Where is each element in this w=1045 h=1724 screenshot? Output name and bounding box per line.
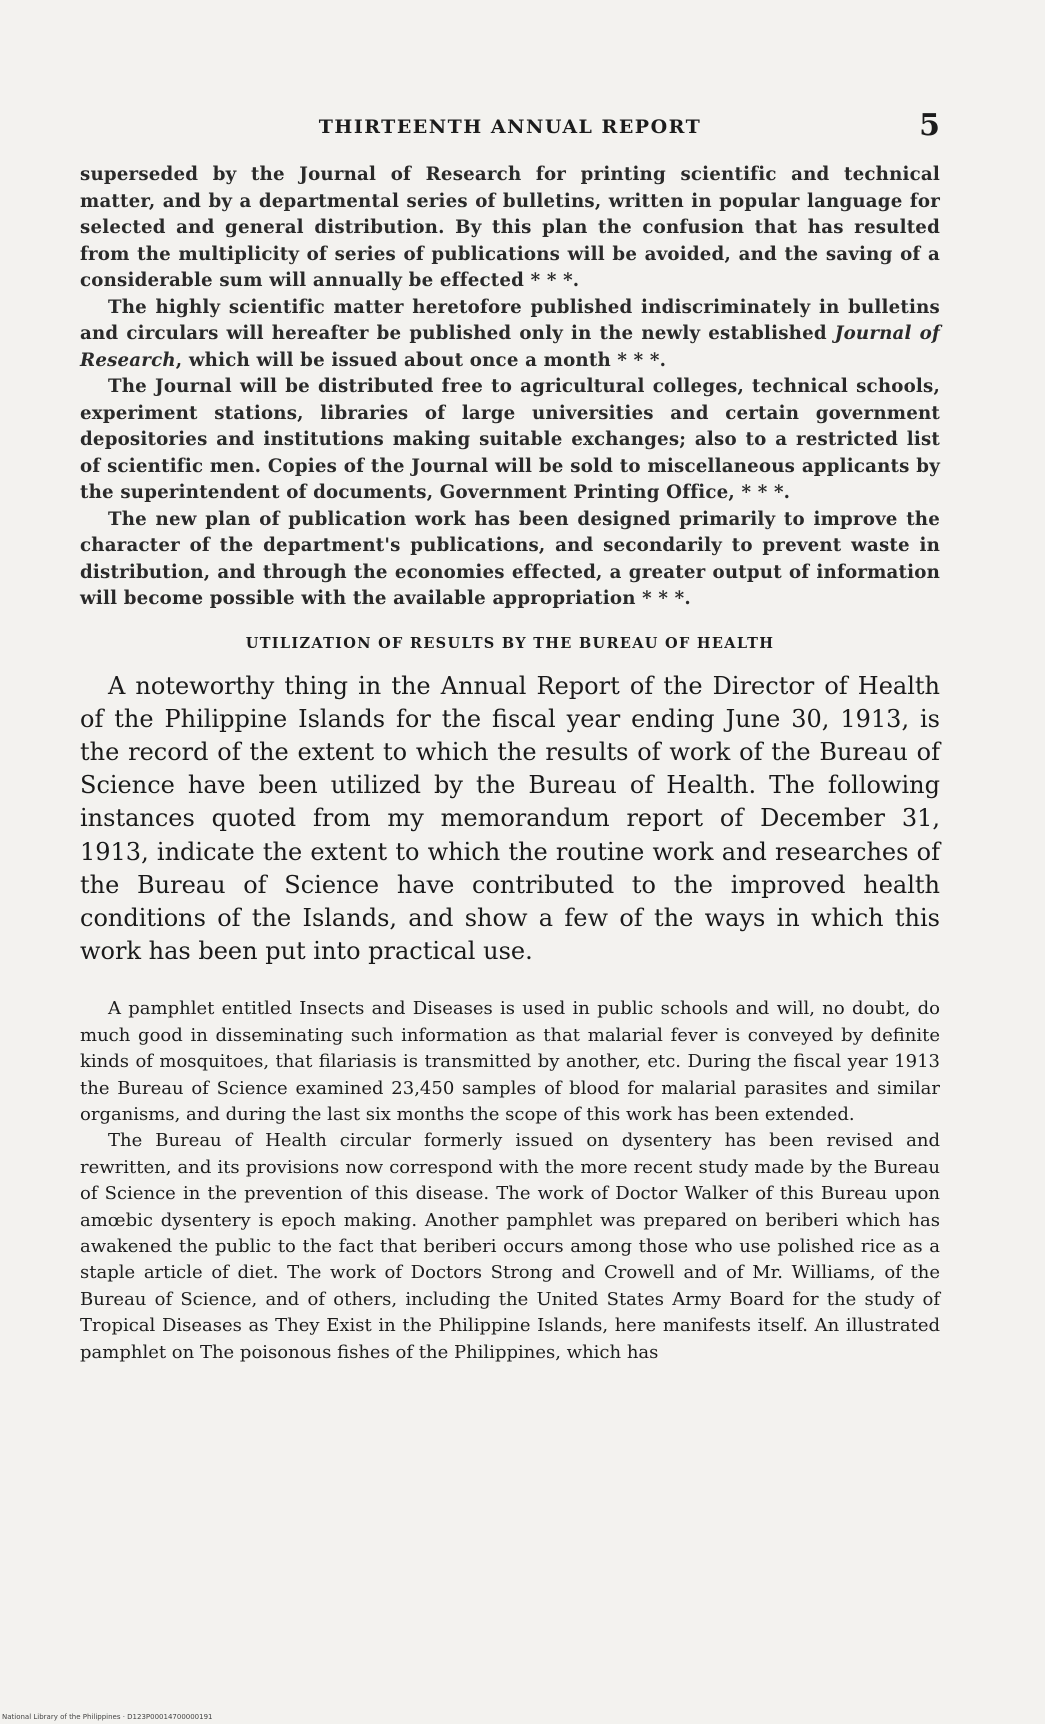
paragraph-new-plan: The new plan of publication work has been designed primarily to improve the character of the department's publications, and secondarily to prevent waste in distribution, and through the economies effected, a greater output of information will become possible with the available appropriation * * *. — [80, 508, 940, 609]
section-heading: UTILIZATION OF RESULTS BY THE BUREAU OF HEALTH — [245, 634, 775, 652]
journal-para-after: , which will be issued about once a month * * *. — [175, 349, 667, 371]
paragraph-dysentery: The Bureau of Health circular formerly issued on dysentery has been revised and rewritten, and its provisions now correspond with the more recent study made by the Bureau of Science in the prevention of this disease. The work of Doctor Walker of this Bureau upon amœbic dysentery is epoch making. Another pamphlet was prepared on beriberi which has awakened the public to the fact that beriberi occurs among those who use polished rice as a staple article of diet. The work of Doctors Strong and Crowell and of Mr. Williams, of the Bureau of Science, and of others, including the United States Army Board for the study of Tropical Diseases as They Exist in the Philippine Islands, here manifests itself. An illustrated pamphlet on The poisonous fishes of the Philippines, which has — [80, 1130, 940, 1363]
bottom-text-block — [80, 996, 940, 1366]
document-page — [80, 108, 940, 1366]
paragraph-distribution: The Journal will be distributed free to agricultural colleges, technical schools, experiment stations, libraries of large universities and certain government depositories and institutions making suitable exchanges; also to a restricted list of scientific men. Copies of the Journal will be sold to miscellaneous applicants by the superintendent of documents, Government Printing Office, * * *. — [80, 376, 940, 503]
paragraph-journal-of-research — [80, 295, 940, 375]
lead-paragraph: A noteworthy thing in the Annual Report of the Director of Health of the Philippine Islands for the fiscal year ending June 30, 1913, is the record of the extent to which the results of work of the Bureau of Science have been utilized by the Bureau of Health. The following instances quoted from my memorandum report of December 31, 1913, indicate the extent to which the routine work and researches of the Bureau of Science have contributed to the improved health conditions of the Islands, and show a few of the ways in which this work has been put into practical use. — [80, 671, 940, 966]
journal-para-before: The highly scientific matter heretofore published indiscriminately in bulletins and circulars will hereafter be published only in the newly established — [80, 296, 940, 344]
paragraph-superseded: superseded by the Journal of Research for printing scientific and technical matter, and by a departmental series of bulletins, written in popular language for selected and general distribution. By this plan the confusion that has resulted from the multiplicity of series of publications will be avoided, and the saving of a considerable sum will annually be effected * * *. — [80, 164, 940, 291]
running-head-title: THIRTEENTH ANNUAL REPORT — [318, 116, 702, 138]
archive-footer-note: National Library of the Philippines · D123P00014700000191 — [2, 1713, 213, 1721]
journal-title-italic: Journal of Research — [80, 323, 940, 371]
running-head — [80, 108, 940, 148]
paragraph-insects-and-diseases: A pamphlet entitled Insects and Diseases is used in public schools and will, no doubt, do much good in disseminating such information as that malarial fever is conveyed by definite kinds of mosquitoes, that filariasis is transmitted by another, etc. During the fiscal year 1913 the Bureau of Science examined 23,450 samples of blood for malarial parasites and similar organisms, and during the last six months the scope of this work has been extended. — [80, 998, 940, 1125]
page-number: 5 — [919, 108, 940, 143]
top-text-block — [80, 162, 940, 613]
